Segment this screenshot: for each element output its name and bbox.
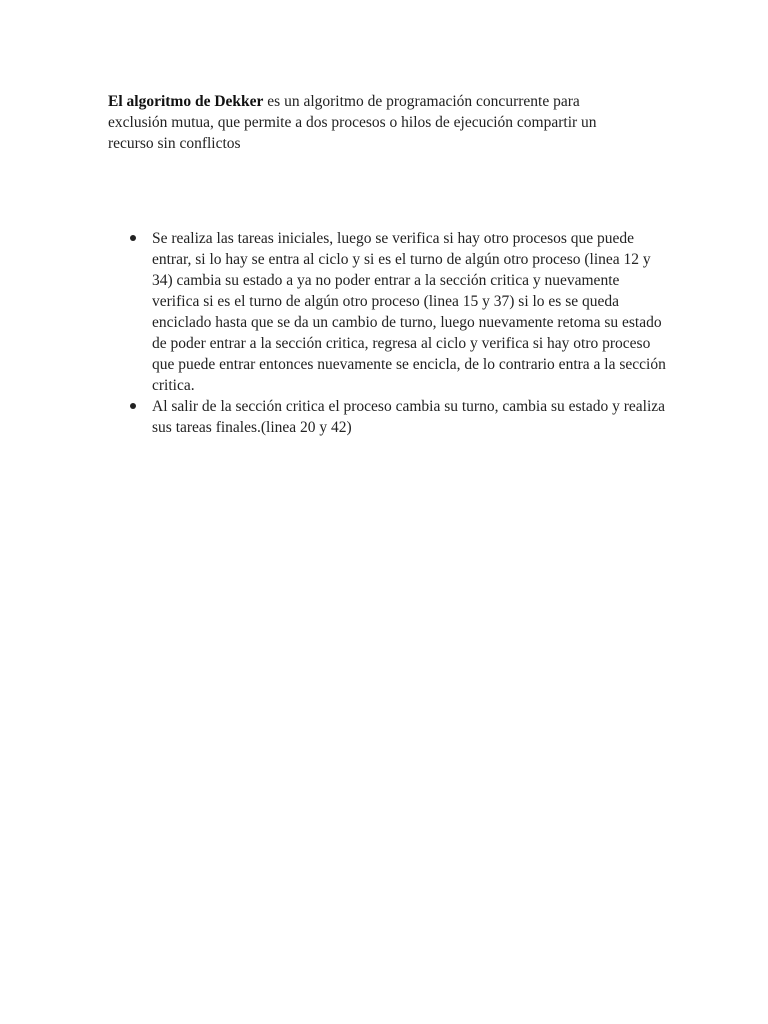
bullet-icon <box>130 235 136 241</box>
intro-bold-term: El algoritmo de Dekker <box>108 93 264 110</box>
list-item-text: Al salir de la sección critica el proceso cambia su turno, cambia su estado y realiza sus tareas finales.(linea 20 y 42) <box>152 398 666 436</box>
list-item-text: Se realiza las tareas iniciales, luego se verifica si hay otro procesos que puede entrar, si lo hay se entra al ciclo y si es el turno de algún otro proceso (linea 12 y 34) cambia su estado a ya no poder entrar a la sección critica y nuevamente verifica si es el turno de algún otro proceso (linea 15 y 37) si lo es se queda enciclado hasta que se da un cambio de turno, luego nuevamente retoma su estado de poder entrar a la sección critica, regresa al ciclo y verifica si hay otro proceso que puede entrar entonces nuevamente se encicla, de lo contrario entra a la sección critica. <box>152 230 666 394</box>
bullet-icon <box>130 403 136 409</box>
bullet-list <box>128 228 668 438</box>
intro-text: es un algoritmo de programación concurrente para exclusión mutua, que permite a dos procesos o hilos de ejecución compartir un recurso sin conflictos <box>108 93 597 152</box>
intro-paragraph <box>108 91 628 154</box>
list-item <box>128 228 668 396</box>
list-item <box>128 396 668 438</box>
